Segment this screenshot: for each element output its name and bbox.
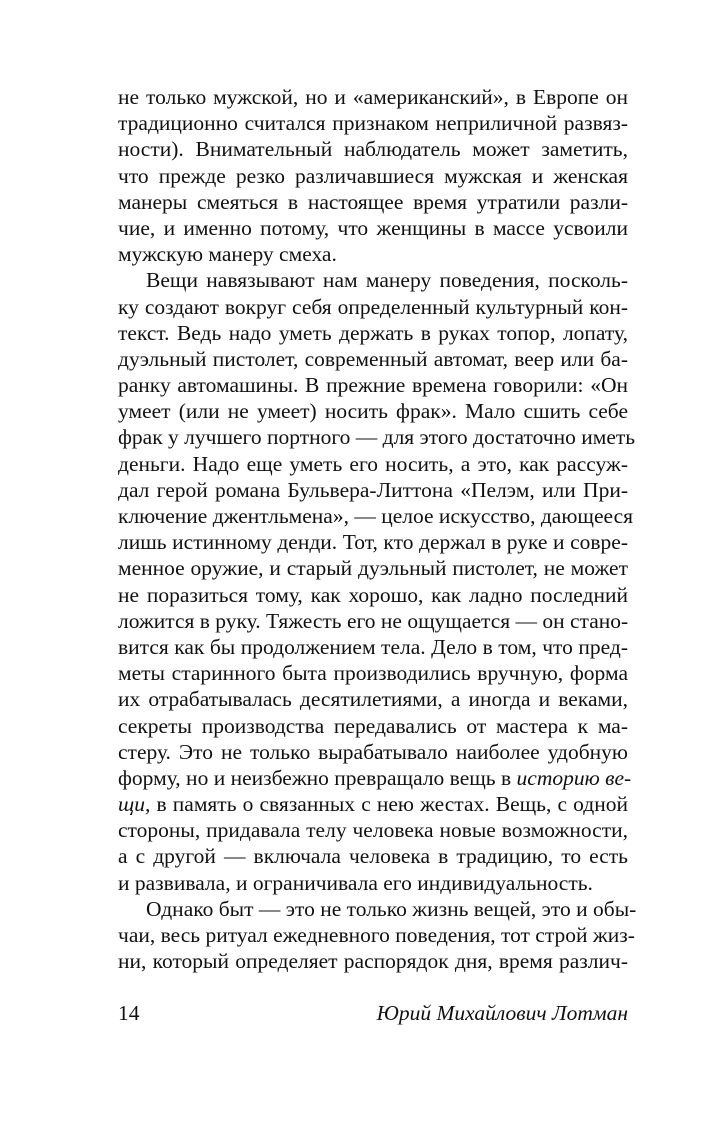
text-line: что прежде резко различавшиеся мужская и женская: [118, 163, 628, 188]
text-line: стороны, придавала телу человека новые возможности,: [118, 818, 628, 843]
page-footer: [118, 998, 628, 1028]
text-line: дал герой романа Бульвера-Литтона «Пелэм, или При-: [118, 477, 628, 502]
text-line: ранку автомашины. В прежние времена говорили: «Он: [118, 373, 628, 398]
text-line: ности). Внимательный наблюдатель может заметить,: [118, 137, 628, 162]
text-line: текст. Ведь надо уметь держать в руках топор, лопату,: [118, 320, 628, 345]
text-line: Однако быт — это не только жизнь вещей, это и обы-: [146, 896, 637, 921]
page-number: 14: [118, 1001, 140, 1025]
text-line: а с другой — включала человека в традицию, то есть: [118, 844, 628, 869]
text-line: чаи, весь ритуал ежедневного поведения, тот строй жиз-: [118, 923, 635, 947]
text-line: и развивала, и ограничивала его индивидуальность.: [118, 870, 593, 895]
text-line: не поразиться тому, как хорошо, как ладно последний: [118, 582, 628, 607]
text-line: [118, 765, 632, 791]
text-line: традиционно считался признаком неприличной развяз-: [118, 111, 628, 136]
text-line: ключение джентльмена», — целое искусство, дающееся: [118, 504, 634, 528]
italic-term: историю ве-: [516, 765, 632, 790]
text-line: ложится в руку. Тяжесть его не ощущается — он стано-: [118, 608, 629, 633]
italic-term: щи,: [118, 792, 151, 817]
body-text: [118, 84, 637, 974]
text-line: их отрабатывалась десятилетиями, а иногда и веками,: [118, 687, 628, 712]
text-line: чие, и именно потому, что женщины в массе усвоили: [118, 215, 628, 240]
text-line: меты старинного быта производились вручную, форма: [118, 661, 628, 686]
running-author: Юрий Михайлович Лотман: [376, 1001, 628, 1025]
text-line-plain: форму, но и неизбежно превращало вещь в: [118, 765, 517, 790]
text-line: умеет (или не умеет) носить фрак». Мало сшить себе: [118, 399, 628, 424]
text-line: стеру. Это не только вырабатывало наиболее удобную: [118, 739, 628, 764]
text-line: Вещи навязывают нам манеру поведения, посколь-: [146, 268, 628, 293]
text-line: мужскую манеру смеха.: [118, 242, 337, 267]
text-line-plain: в память о связанных с нею жестах. Вещь, с одной: [150, 792, 628, 817]
text-line: секреты производства передавались от мастера к ма-: [118, 713, 628, 738]
text-line: деньги. Надо еще уметь его носить, а это, как рассуж-: [118, 451, 628, 476]
text-line: ку создают вокруг себя определенный культурный кон-: [118, 294, 628, 319]
text-line: ни, который определяет распорядок дня, время различ-: [118, 949, 628, 974]
text-line: манеры смеяться в настоящее время утратили разли-: [118, 189, 628, 214]
text-line: [118, 791, 628, 817]
text-line: дуэльный пистолет, современный автомат, веер или ба-: [118, 346, 628, 371]
text-line: лишь истинному денди. Тот, кто держал в руке и совре-: [118, 530, 628, 555]
text-line: вится как бы продолжением тела. Дело в том, что пред-: [118, 634, 628, 659]
text-line: не только мужской, но и «американский», в Европе он: [118, 85, 628, 109]
text-line: фрак у лучшего портного — для этого достаточно иметь: [118, 425, 636, 450]
text-line: менное оружие, и старый дуэльный пистолет, не может: [118, 556, 628, 581]
